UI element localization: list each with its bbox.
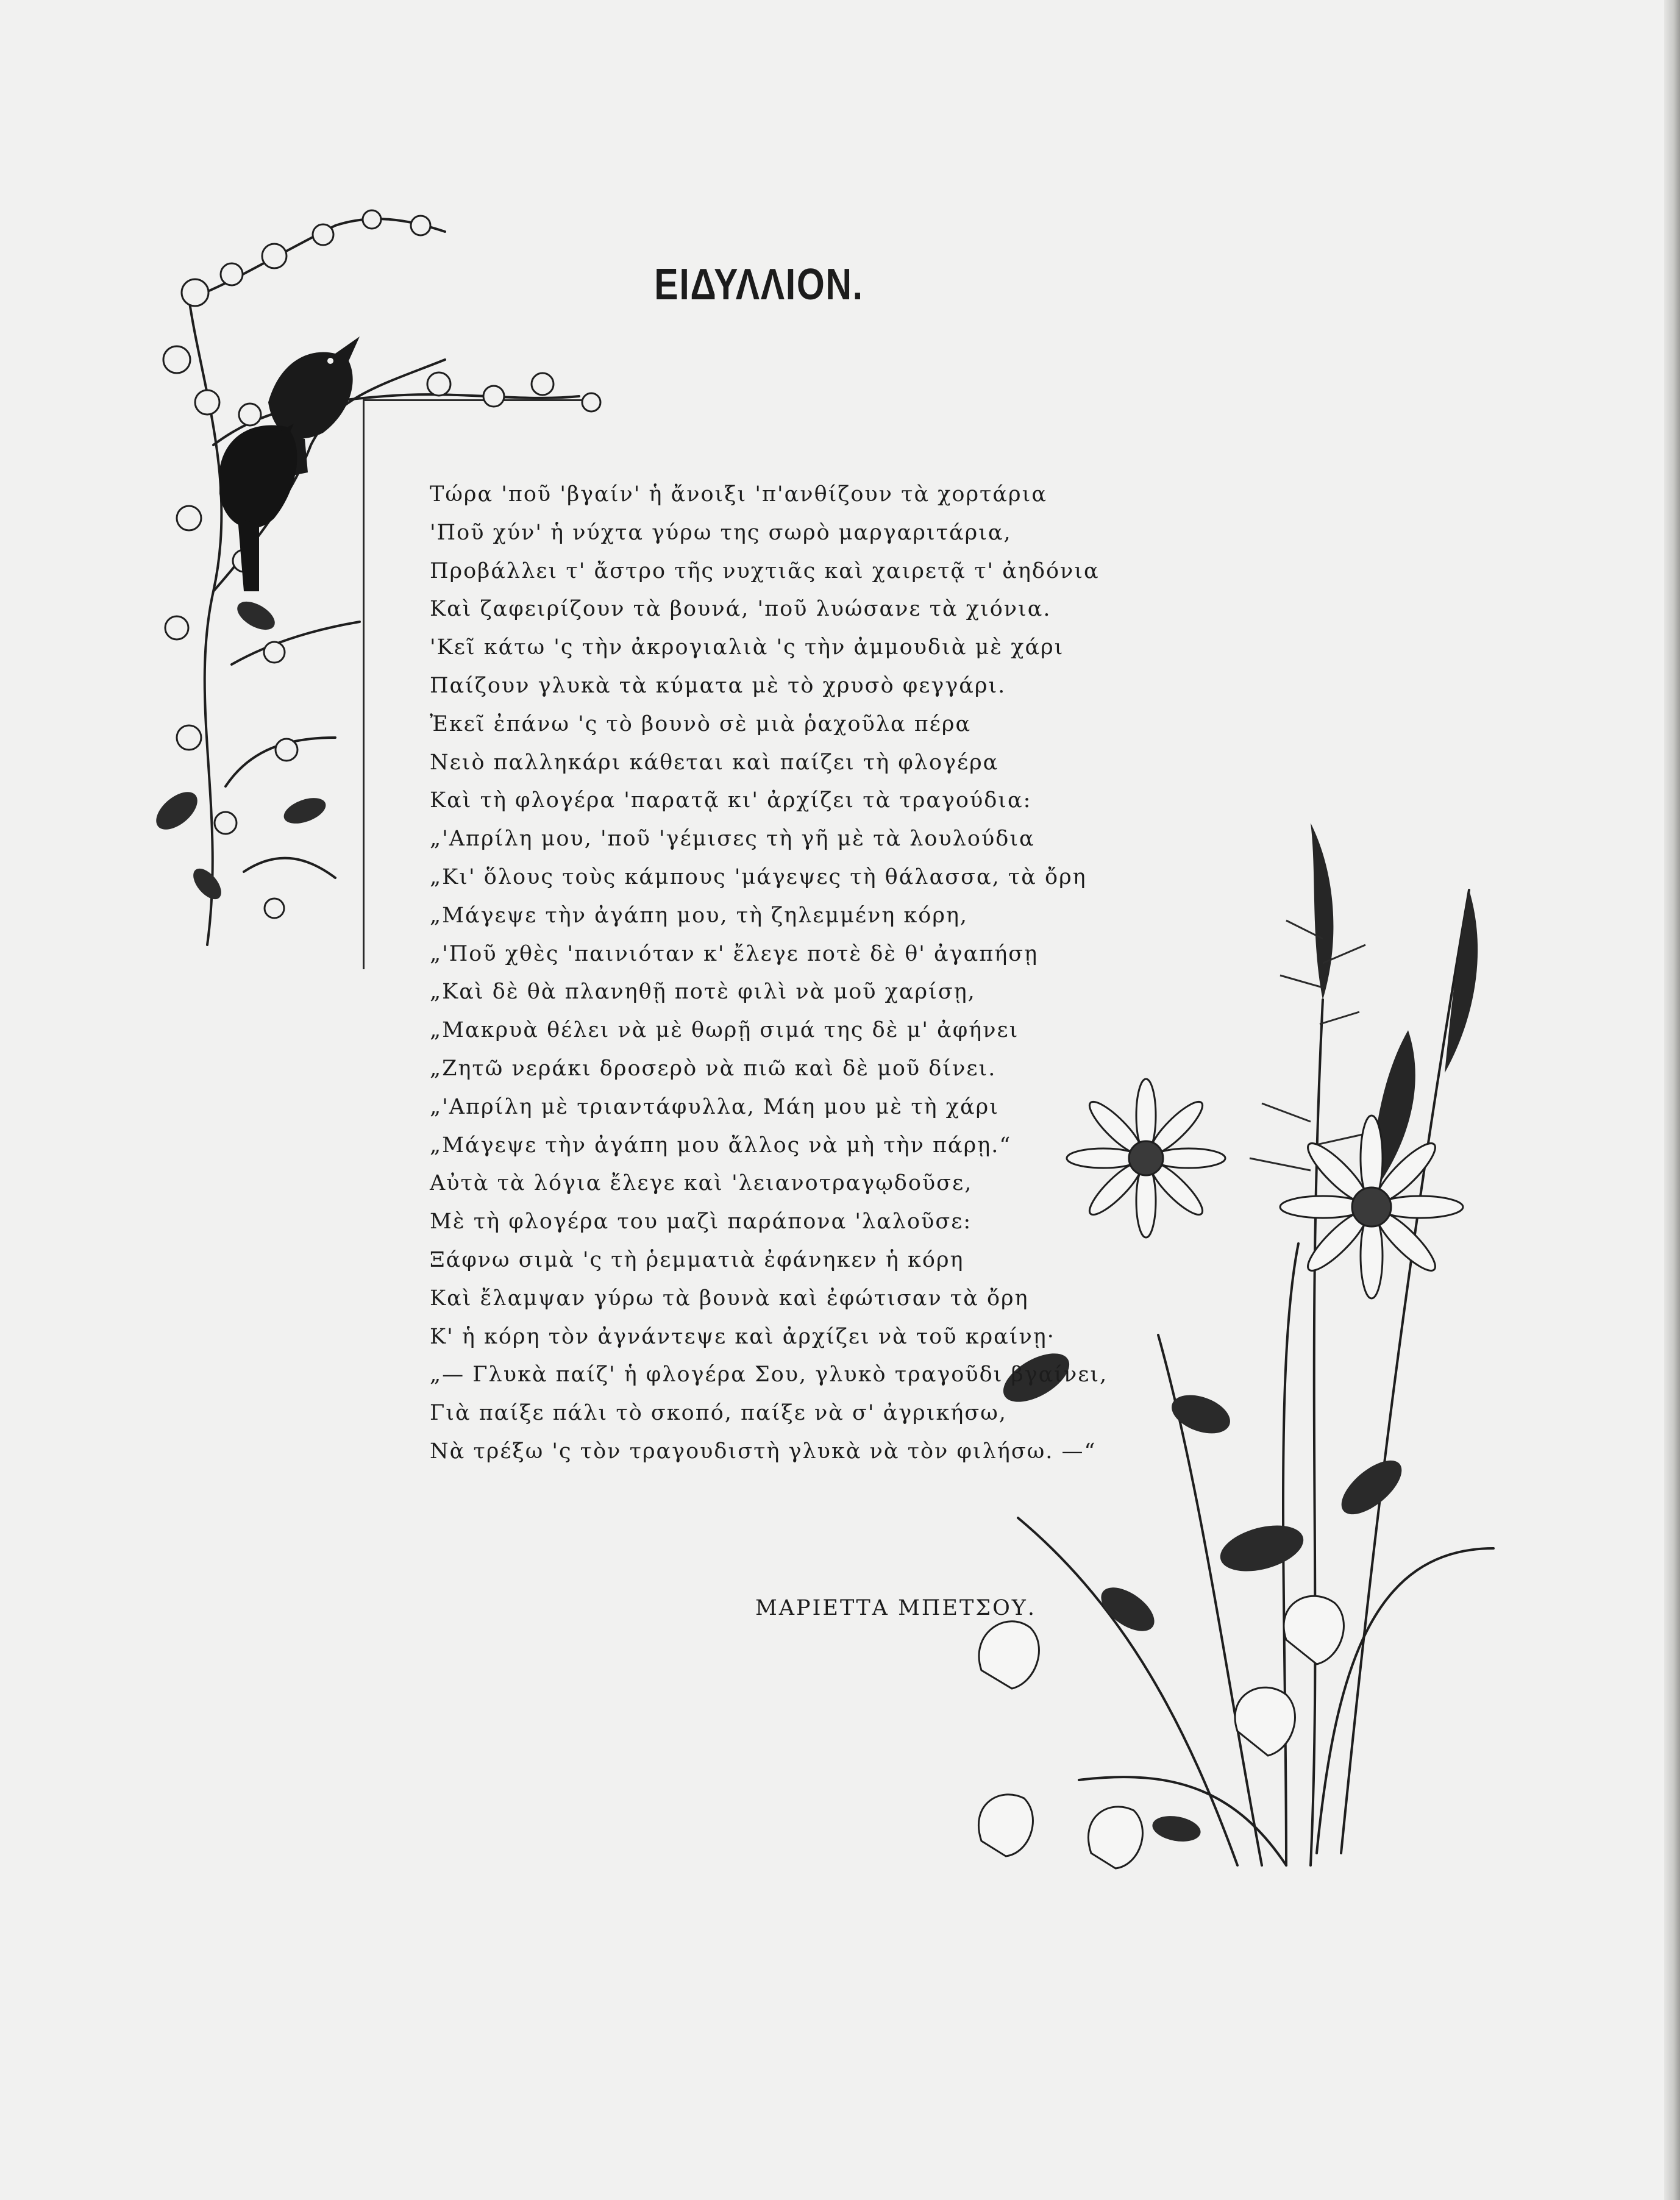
poem-line: 'Ποῦ χύν' ἡ νύχτα γύρω της σωρὸ μαργαριτάρια, bbox=[430, 520, 1012, 545]
poem-line: Κ' ἡ κόρη τὸν ἀγνάντεψε καὶ ἀρχίζει νὰ τοῦ κραίνῃ· bbox=[430, 1324, 1055, 1349]
poem-line: „Κι' ὅλους τοὺς κάμπους 'μάγεψες τὴ θάλασσα, τὰ ὄρη bbox=[430, 864, 1087, 889]
poem-line: „'Ποῦ χθὲς 'παινιόταν κ' ἔλεγε ποτὲ δὲ θ' ἀγαπήσῃ bbox=[430, 941, 1039, 966]
page-edge bbox=[1664, 0, 1680, 2200]
poem-line: Νὰ τρέξω 'ς τὸν τραγουδιστὴ γλυκὰ νὰ τὸν φιλήσω. —“ bbox=[430, 1439, 1097, 1464]
poem-line: „Μάγεψε τὴν ἀγάπη μου ἄλλος νὰ μὴ τὴν πάρῃ.“ bbox=[430, 1133, 1012, 1158]
poem-line: „— Γλυκὰ παίζ' ἡ φλογέρα Σου, γλυκὸ τραγοῦδι βγαίνει, bbox=[430, 1362, 1108, 1387]
poem-line: 'Κεῖ κάτω 'ς τὴν ἀκρογιαλιὰ 'ς τὴν ἀμμουδιὰ μὲ χάρι bbox=[430, 635, 1064, 660]
poem-line: Ἐκεῖ ἐπάνω 'ς τὸ βουνὸ σὲ μιὰ ῥαχοῦλα πέρα bbox=[430, 711, 972, 736]
poem-line: Τώρα 'ποῦ 'βγαίν' ἡ ἄνοιξι 'π'ανθίζουν τὰ χορτάρια bbox=[430, 482, 1047, 507]
poem-line: Μὲ τὴ φλογέρα του μαζὶ παράπονα 'λαλοῦσε: bbox=[430, 1209, 972, 1234]
author-signature: ΜΑΡΙΕΤΤΑ ΜΠΕΤΣΟΥ. bbox=[755, 1596, 1036, 1620]
poem-line: Καὶ ἔλαμψαν γύρω τὰ βουνὰ καὶ ἐφώτισαν τὰ ὄρη bbox=[430, 1286, 1029, 1311]
poem-line: „Μάγεψε τὴν ἀγάπη μου, τὴ ζηλεμμένη κόρη, bbox=[430, 903, 969, 928]
poem-title: ΕΙΔΥΛΛΙΟΝ. bbox=[654, 260, 864, 310]
poem-line: Αὐτὰ τὰ λόγια ἔλεγε καὶ 'λειανοτραγῳδοῦσε, bbox=[430, 1171, 973, 1196]
poem-line: Προβάλλει τ' ἄστρο τῆς νυχτιᾶς καὶ χαιρετᾷ τ' ἀηδόνια bbox=[430, 558, 1100, 583]
poem-line: Γιὰ παίξε πάλι τὸ σκοπό, παίξε νὰ σ' ἀγρικήσω, bbox=[430, 1401, 1007, 1426]
poem-line: „Ζητῶ νεράκι δροσερὸ νὰ πιῶ καὶ δὲ μοῦ δίνει. bbox=[430, 1056, 997, 1081]
poem-line: „Μακρυὰ θέλει νὰ μὲ θωρῇ σιμά της δὲ μ' ἀφήνει bbox=[430, 1018, 1019, 1043]
poem-line: Παίζουν γλυκὰ τὰ κύματα μὲ τὸ χρυσὸ φεγγάρι. bbox=[430, 673, 1006, 698]
poem-line: „'Απρίλη μου, 'ποῦ 'γέμισες τὴ γῆ μὲ τὰ λουλούδια bbox=[430, 827, 1035, 852]
poem-line: Ξάφνω σιμὰ 'ς τὴ ῥεμματιὰ ἐφάνηκεν ἡ κόρη bbox=[430, 1247, 964, 1272]
poem-line: „Καὶ δὲ θὰ πλανηθῇ ποτὲ φιλὶ νὰ μοῦ χαρίσῃ, bbox=[430, 980, 976, 1005]
poem-line: Καὶ τὴ φλογέρα 'παρατᾷ κι' ἀρχίζει τὰ τραγούδια: bbox=[430, 788, 1032, 813]
poem-line: Καὶ ζαφειρίζουν τὰ βουνά, 'ποῦ λυώσανε τὰ χιόνια. bbox=[430, 597, 1052, 622]
poem-line: Νειὸ παλληκάρι κάθεται καὶ παίζει τὴ φλογέρα bbox=[430, 750, 999, 775]
poem-body bbox=[430, 475, 1108, 1471]
poem-line: „'Απρίλη μὲ τριαντάφυλλα, Μάη μου μὲ τὴ χάρι bbox=[430, 1094, 999, 1119]
